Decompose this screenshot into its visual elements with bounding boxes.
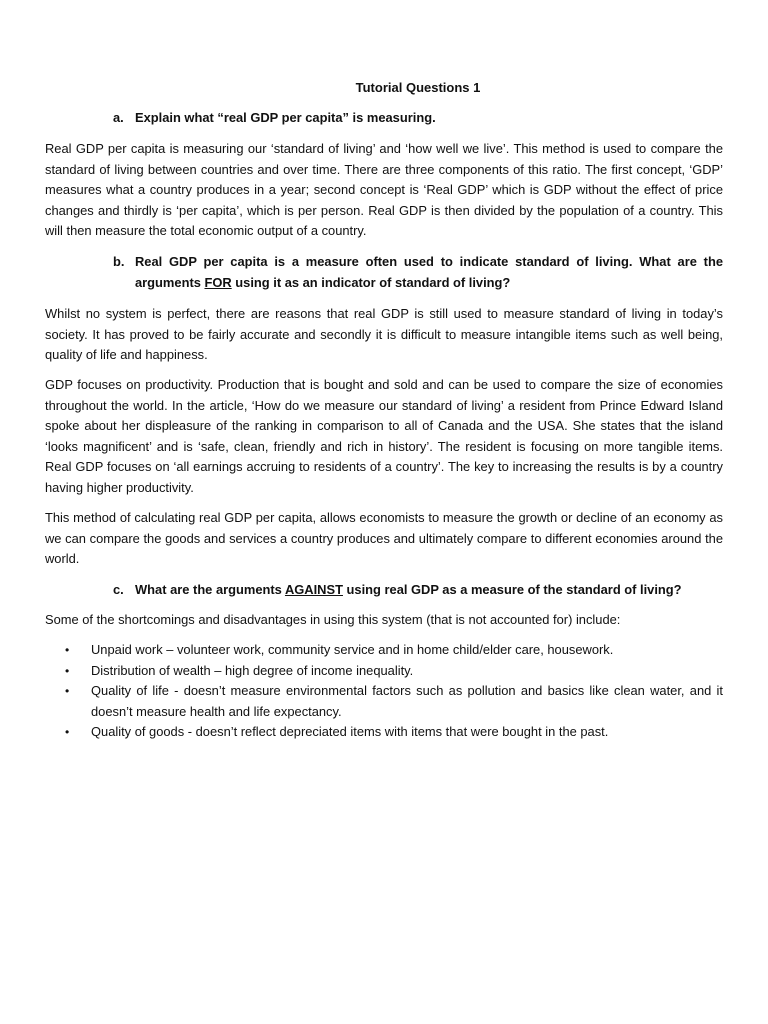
question-c-emphasis: AGAINST <box>284 582 343 597</box>
list-item <box>65 681 723 722</box>
list-item-text: Quality of goods - doesn’t reflect depreciated items with items that were bought in the past. <box>91 724 609 740</box>
shortcomings-list <box>65 640 723 743</box>
list-item <box>65 640 723 661</box>
question-c-text <box>113 580 723 601</box>
question-c-letter: c. <box>113 582 124 597</box>
bullet-icon: • <box>65 643 70 657</box>
bullet-icon: • <box>65 663 70 678</box>
answer-b-paragraph-3: This method of calculating real GDP per capita, allows economists to measure the growth or decline of an economy as we can compare the goods and services a country produces and ultimately compare to different economies around the world. <box>45 510 723 567</box>
question-a-letter: a. <box>113 110 124 125</box>
answer-c-intro: Some of the shortcomings and disadvantages in using this system (that is not accounted for) include: <box>45 612 621 627</box>
bullet-icon: • <box>65 725 70 740</box>
question-b-emphasis: FOR <box>204 274 232 290</box>
answer-a-paragraph: Real GDP per capita is measuring our ‘standard of living’ and ‘how well we live’. This method is used to compare the standard of living between countries and over time. There are three components of this ratio. The first concept, ‘GDP’ measures what a country produces in a year; second concept is ‘Real GDP’ which is GDP without the effect of price changes and thirdly is ‘per capita’, which is per person. Real GDP is then divided by the population of a country. This will then measure the total economic output of a country. <box>45 141 723 239</box>
question-c-text-before: What are the arguments <box>135 582 285 597</box>
bullet-icon: • <box>65 684 70 699</box>
list-item <box>65 722 723 743</box>
list-item-text: Unpaid work – volunteer work, community service and in home child/elder care, housework. <box>91 642 614 657</box>
list-item <box>65 661 723 682</box>
list-item-text: Distribution of wealth – high degree of income inequality. <box>91 662 414 678</box>
answer-b-paragraph-1: Whilst no system is perfect, there are reasons that real GDP is still used to measure standard of living in today’s society. It has proved to be fairly accurate and secondly it is difficult to measure intangible items such as well being, quality of life and happiness. <box>45 306 723 363</box>
question-b-text-after: using it as an indicator of standard of living? <box>231 274 511 290</box>
question-c <box>113 580 723 601</box>
question-b <box>113 252 723 293</box>
question-b-text <box>113 252 723 293</box>
question-b-letter: b. <box>113 254 125 269</box>
document-title: Tutorial Questions 1 <box>355 80 481 95</box>
question-a <box>113 108 723 129</box>
question-c-text-after: using real GDP as a measure of the standard of living? <box>342 582 682 597</box>
answer-b-paragraph-2: GDP focuses on productivity. Production that is bought and sold and can be used to compare the size of economies throughout the world. In the article, ‘How do we measure our standard of living’ a resident from Prince Edward Island spoke about her displeasure of the ranking in comparison to all of Canada and the USA. She states that the island ‘looks magnificent’ and is ‘safe, clean, friendly and rich in history’. The resident is focusing on more tangible items. Real GDP focuses on ‘all earnings accruing to residents of a country’. The key to increasing the results is by a country having higher productivity. <box>45 377 723 495</box>
list-item-text: Quality of life - doesn’t measure environmental factors such as pollution and basics like clean water, and it doesn’t measure health and life expectancy. <box>91 683 723 719</box>
question-b-text-before: Real GDP per capita is a measure often used to indicate standard of living. What are the arguments <box>135 254 723 290</box>
question-a-text: Explain what “real GDP per capita” is measuring. <box>135 110 436 125</box>
